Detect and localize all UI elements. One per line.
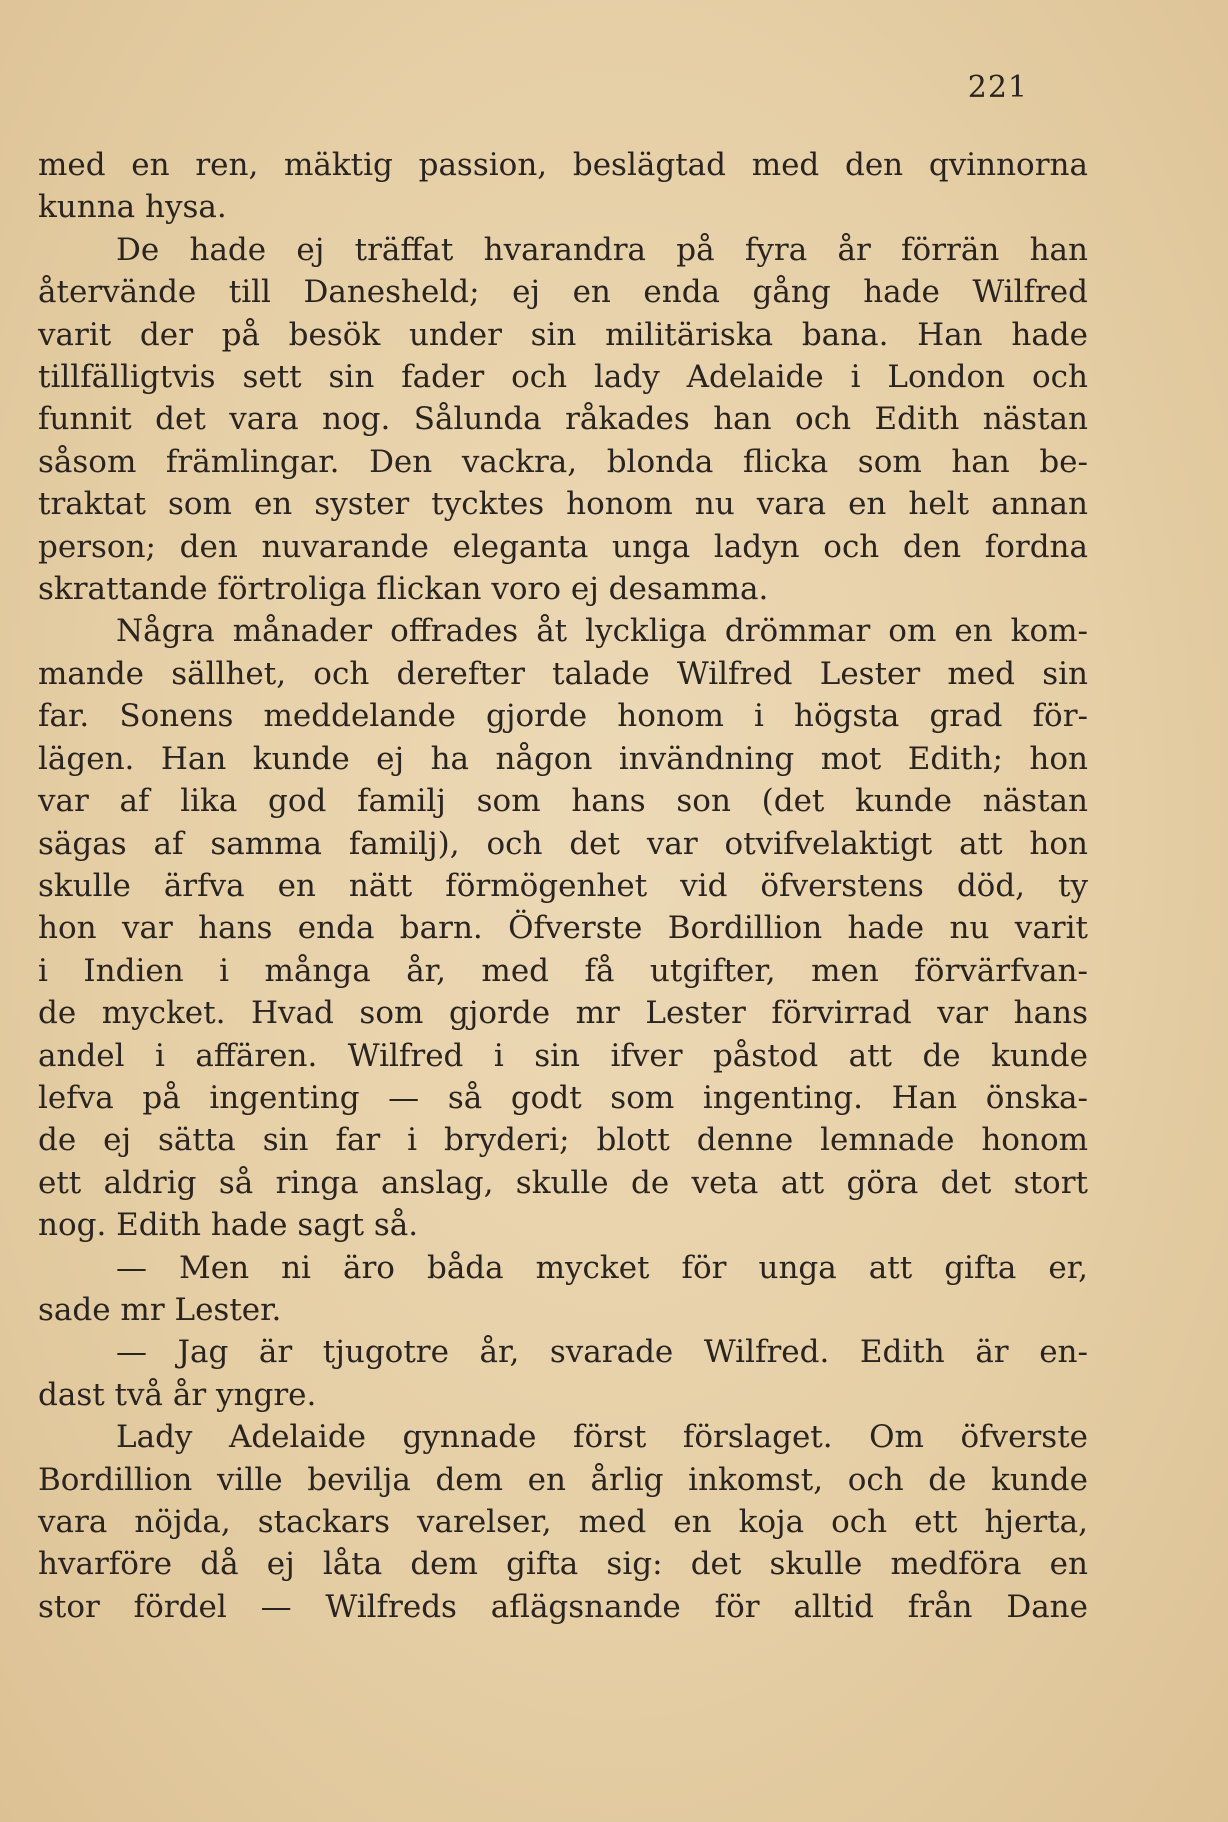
text-line: person; den nuvarande eleganta unga ladyn och den fordna (38, 528, 1088, 565)
text-line: tillfälligtvis sett sin fader och lady Adelaide i London och (38, 359, 1088, 396)
text-line: hon var hans enda barn. Öfverste Bordillion hade nu varit (38, 910, 1088, 947)
text-line: var af lika god familj som hans son (det kunde nästan (38, 783, 1088, 820)
text-line: återvände till Danesheld; ej en enda gång hade Wilfred (38, 274, 1088, 311)
text-line: skrattande förtroliga flickan voro ej desamma. (38, 571, 769, 608)
text-line: — Men ni äro båda mycket för unga att gifta er, (116, 1249, 1088, 1286)
text-line: andel i affären. Wilfred i sin ifver påstod att de kunde (38, 1037, 1088, 1074)
text-line: funnit det vara nog. Sålunda råkades han och Edith nästan (38, 401, 1088, 438)
text-line: traktat som en syster tycktes honom nu vara en helt annan (38, 486, 1088, 523)
text-line: nog. Edith hade sagt så. (38, 1207, 419, 1244)
text-line: såsom främlingar. Den vackra, blonda flicka som han be- (38, 443, 1088, 480)
text-line: varit der på besök under sin militäriska bana. Han hade (38, 316, 1088, 353)
text-line: med en ren, mäktig passion, beslägtad med den qvinnorna (38, 147, 1088, 183)
text-line: far. Sonens meddelande gjorde honom i högsta grad för- (38, 698, 1088, 735)
text-line: hvarföre då ej låta dem gifta sig: det skulle medföra en (38, 1546, 1088, 1583)
text-line: mande sällhet, och derefter talade Wilfred Lester med sin (38, 655, 1088, 692)
text-line: sägas af samma familj), och det var otvifvelaktigt att hon (38, 825, 1088, 862)
page-number: 221 (967, 70, 1028, 105)
body-text (38, 144, 1088, 1628)
text-line: dast två år yngre. (38, 1376, 317, 1413)
text-line: Några månader offrades åt lyckliga drömmar om en kom- (116, 613, 1088, 650)
text-line: lefva på ingenting — så godt som ingenting. Han önska- (38, 1079, 1088, 1116)
text-line: de ej sätta sin far i bryderi; blott denne lemnade honom (38, 1122, 1088, 1159)
text-line: kunna hysa. (38, 189, 227, 226)
text-line: lägen. Han kunde ej ha någon invändning mot Edith; hon (38, 740, 1088, 777)
text-line: vara nöjda, stackars varelser, med en koja och ett hjerta, (38, 1504, 1088, 1540)
text-line: stor fördel — Wilfreds aflägsnande för alltid från Dane (38, 1588, 1088, 1625)
text-line: de mycket. Hvad som gjorde mr Lester förvirrad var hans (38, 995, 1088, 1032)
text-line: Bordillion ville bevilja dem en årlig inkomst, och de kunde (38, 1461, 1088, 1498)
text-line: De hade ej träffat hvarandra på fyra år förrän han (116, 231, 1088, 268)
text-line: ett aldrig så ringa anslag, skulle de veta att göra det stort (38, 1164, 1088, 1201)
text-line: Lady Adelaide gynnade först förslaget. Om öfverste (116, 1419, 1088, 1456)
text-line: i Indien i många år, med få utgifter, men förvärfvan- (38, 952, 1088, 989)
text-line: sade mr Lester. (38, 1291, 282, 1328)
text-line: — Jag är tjugotre år, svarade Wilfred. Edith är en- (116, 1334, 1088, 1371)
text-line: skulle ärfva en nätt förmögenhet vid öfverstens död, ty (38, 867, 1088, 904)
